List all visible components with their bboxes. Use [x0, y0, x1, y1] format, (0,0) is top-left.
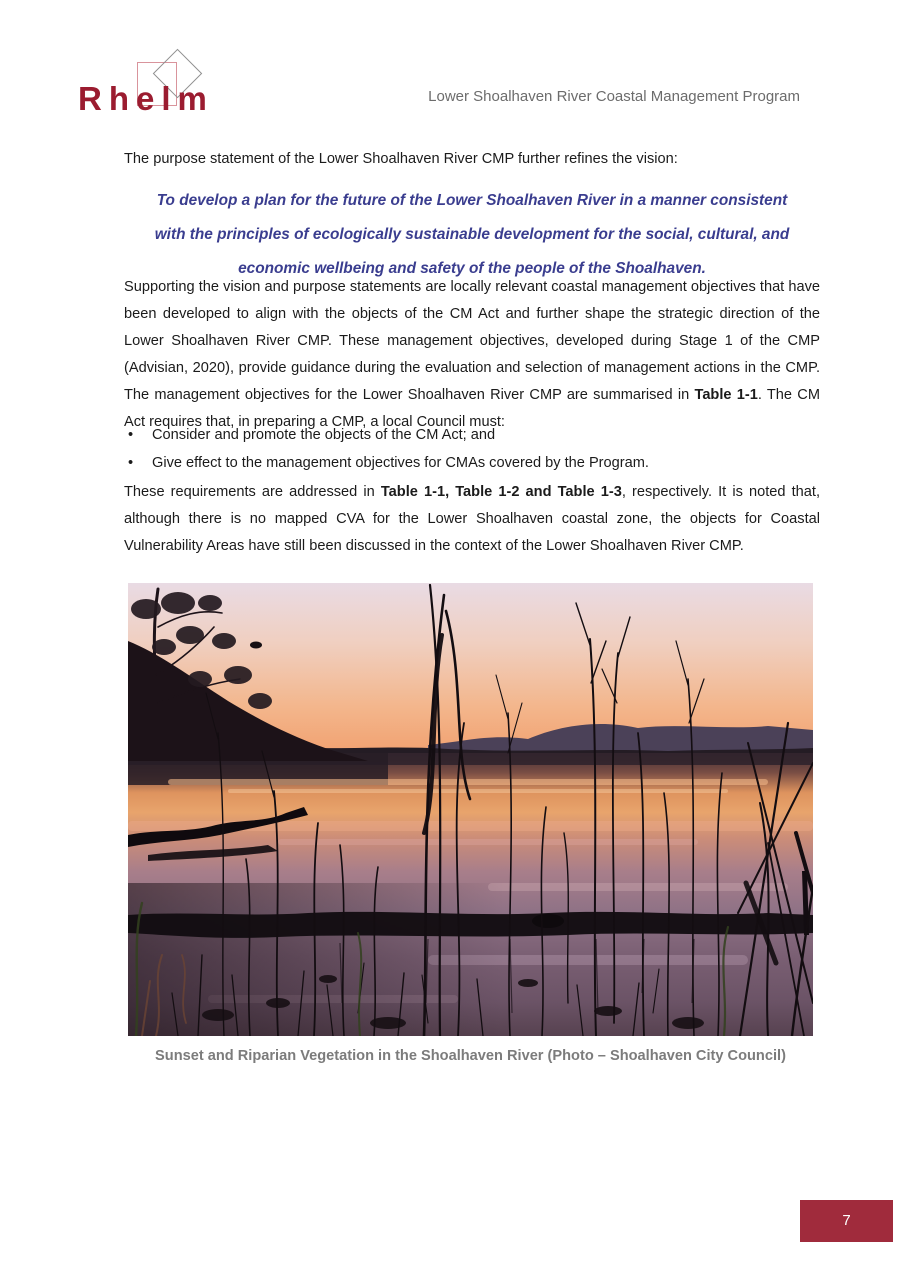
paragraph-text: These requirements are addressed in: [124, 484, 381, 500]
bullet-text: Give effect to the management objectives for CMAs covered by the Program.: [152, 455, 649, 471]
photo-caption: Sunset and Riparian Vegetation in the Shoalhaven River (Photo – Shoalhaven City Council): [155, 1048, 786, 1064]
bullet-icon: •: [128, 455, 134, 471]
body-paragraph-objectives: [124, 274, 820, 436]
running-header-title: Lower Shoalhaven River Coastal Management Program: [428, 88, 800, 105]
paragraph-text: , respectively. It is noted that, although there is no mapped CVA for the Lower Shoalhaven coastal zone, the objects for Coastal Vulnerability Areas have still been discussed in the context of the Lower Shoalhaven River CMP.: [124, 484, 820, 554]
logo-text: Rhelm: [78, 80, 214, 117]
body-paragraph-requirements: [124, 479, 820, 560]
table-references: Table 1-1, Table 1-2 and Table 1-3: [380, 484, 622, 500]
paragraph-text: . The CM Act requires that, in preparing a CMP, a local Council must:: [124, 387, 820, 430]
sunset-river-photo-image: [128, 583, 813, 1036]
bullet-text: Consider and promote the objects of the CM Act; and: [152, 427, 496, 443]
intro-paragraph: The purpose statement of the Lower Shoalhaven River CMP further refines the vision:: [124, 151, 678, 167]
table-1-1-reference: Table 1-1: [694, 387, 758, 403]
list-item: [124, 449, 820, 477]
bullet-icon: •: [128, 427, 134, 443]
purpose-statement-quote: To develop a plan for the future of the Lower Shoalhaven River in a manner consistent with the principles of ecologically sustainable development for the social, cultural, and economic wellbeing and safety of the people of the Shoalhaven.: [154, 192, 790, 277]
sunset-river-photo: [128, 583, 813, 1036]
bullet-list: [124, 421, 820, 477]
rhelm-logo: [76, 40, 256, 118]
page-number-badge: 7: [800, 1200, 893, 1242]
list-item: [124, 421, 820, 449]
paragraph-text: Supporting the vision and purpose statements are locally relevant coastal management objectives that have been developed to align with the objects of the CM Act and further shape the strategic direction of the Lower Shoalhaven River CMP. These management objectives, developed during Stage 1 of the CMP (Advisian, 2020), provide guidance during the evaluation and selection of management actions in the CMP. The management objectives for the Lower Shoalhaven River CMP are summarised in: [124, 279, 820, 403]
